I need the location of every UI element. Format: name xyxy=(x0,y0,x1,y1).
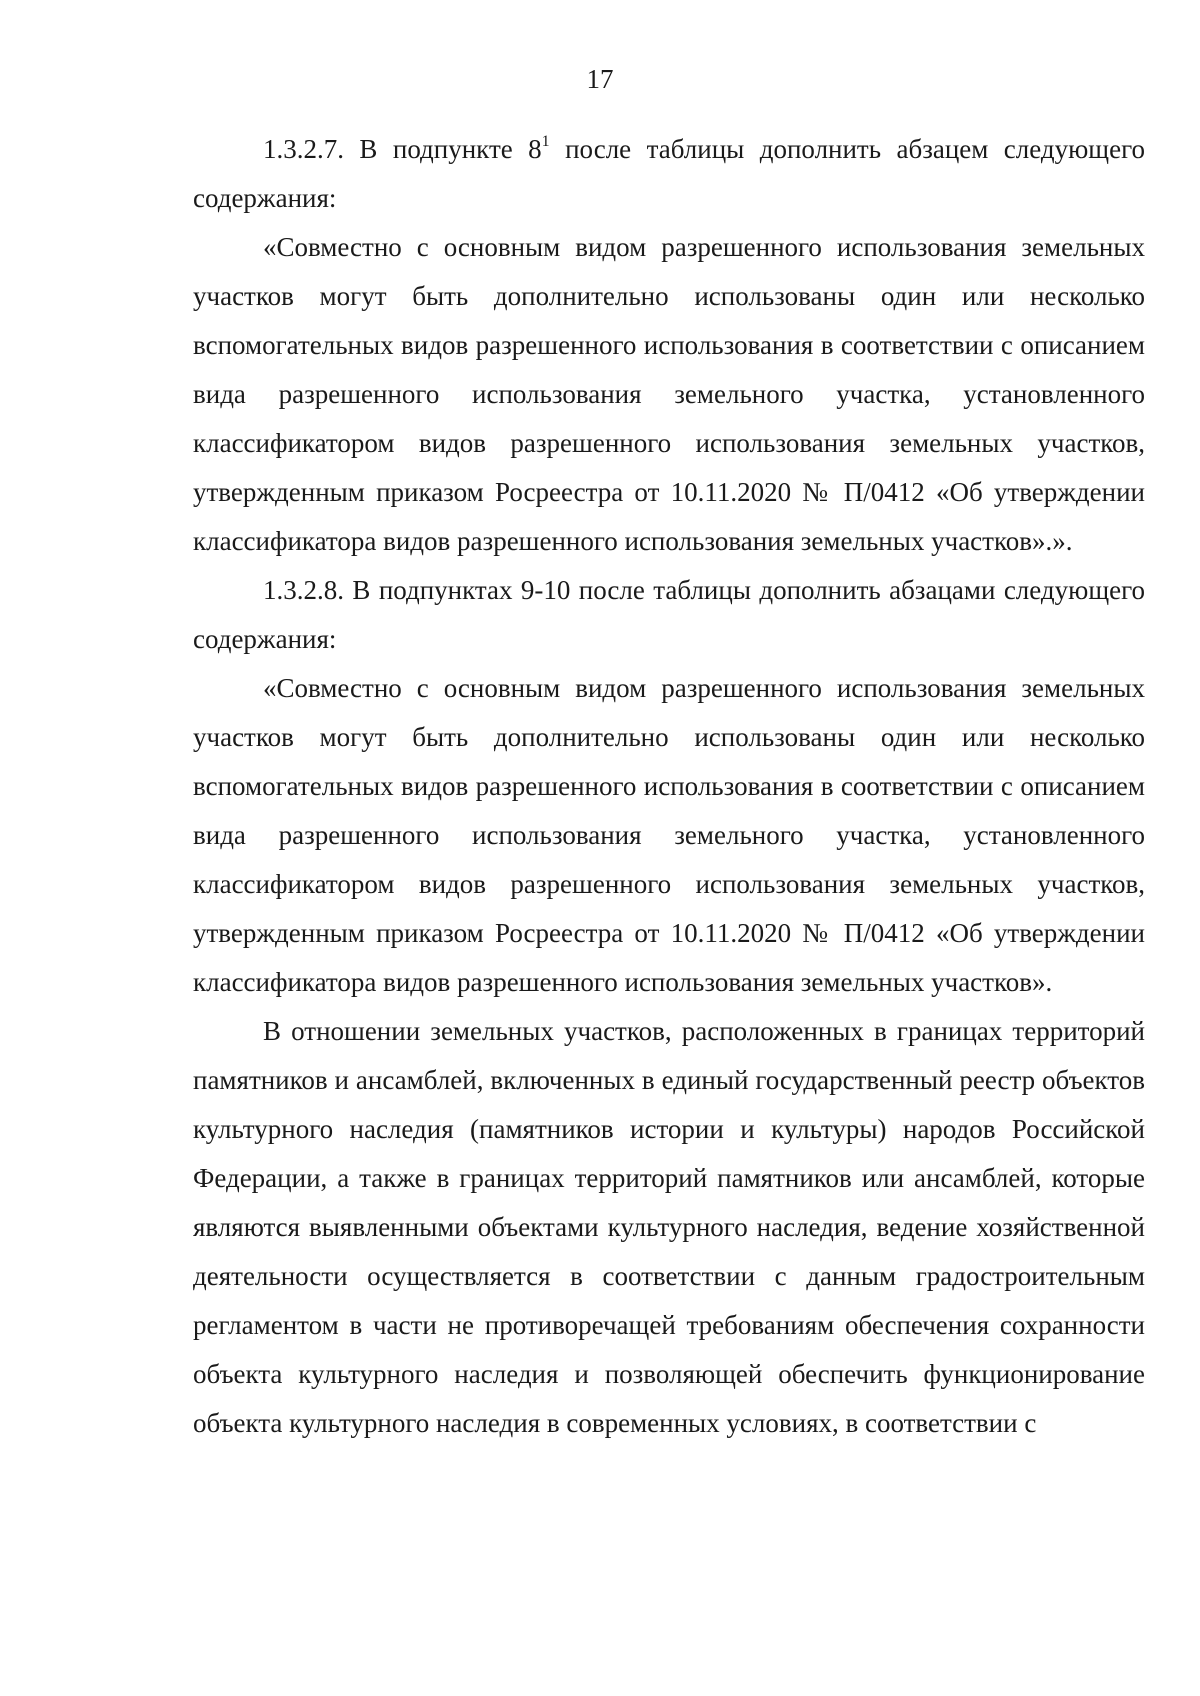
paragraph-quote-2: «Совместно с основным видом разрешенного использования земельных участков могут быть дополнительно использованы один или несколько вспомогательных видов разрешенного использования в соответствии с описанием вида разрешенного использования земельного участка, установленного классификатором видов разрешенного использования земельных участков, утвержденным приказом Росреестра от 10.11.2020 № П/0412 «Об утверждении классификатора видов разрешенного использования земельных участков». xyxy=(193,673,1145,997)
paragraph-cultural-heritage: В отношении земельных участков, расположенных в границах территорий памятников и ансамблей, включенных в единый государственный реестр объектов культурного наследия (памятников истории и культуры) народов Российской Федерации, а также в границах территорий памятников или ансамблей, которые являются выявленными объектами культурного наследия, ведение хозяйственной деятельности осуществляется в соответствии с данным градостроительным регламентом в части не противоречащей требованиям обеспечения сохранности объекта культурного наследия и позволяющей обеспечить функционирование объекта культурного наследия в современных условиях, в соответствии с xyxy=(193,1016,1145,1438)
page-number: 17 xyxy=(586,64,614,94)
paragraph-item-1-3-2-8: 1.3.2.8. В подпунктах 9-10 после таблицы дополнить абзацами следующего содержания: xyxy=(193,575,1145,654)
paragraph-text: после таблицы дополнить абзацем следующего содержания: xyxy=(193,134,1145,213)
paragraph-text: 1.3.2.7. В подпункте 8 xyxy=(263,134,542,164)
superscript: 1 xyxy=(541,133,550,150)
document-body xyxy=(193,125,1145,1448)
paragraph-item-1-3-2-7 xyxy=(193,125,1145,223)
paragraph-quote-1: «Совместно с основным видом разрешенного использования земельных участков могут быть дополнительно использованы один или несколько вспомогательных видов разрешенного использования в соответствии с описанием вида разрешенного использования земельного участка, установленного классификатором видов разрешенного использования земельных участков, утвержденным приказом Росреестра от 10.11.2020 № П/0412 «Об утверждении классификатора видов разрешенного использования земельных участков».». xyxy=(193,232,1145,556)
